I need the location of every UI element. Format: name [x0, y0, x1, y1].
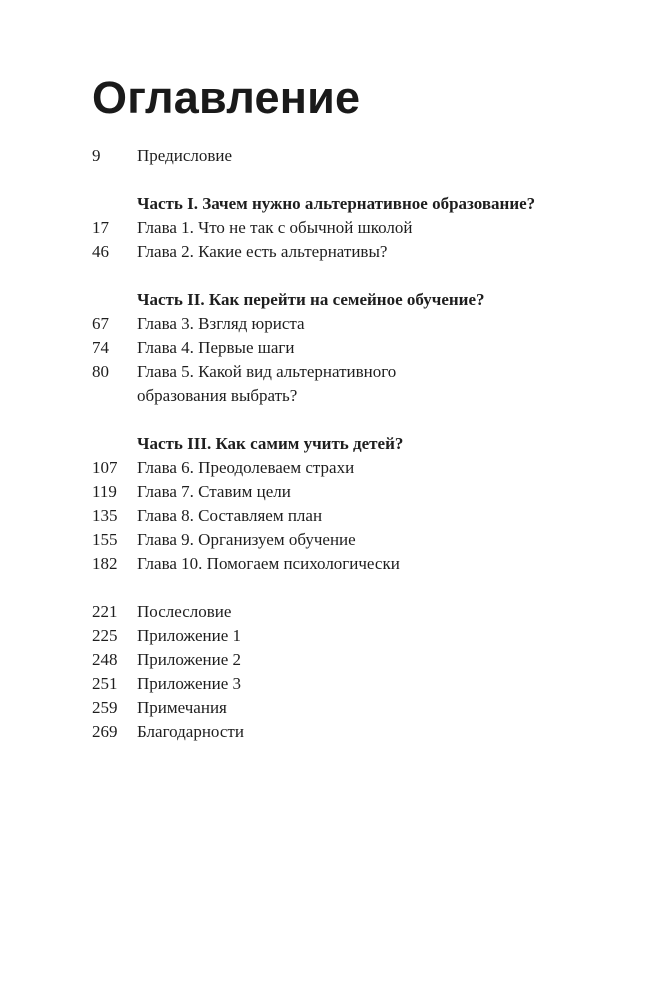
toc-label: Глава 9. Организуем обучение — [137, 530, 356, 549]
toc-label: Глава 2. Какие есть альтернативы? — [137, 242, 388, 261]
toc-entry — [0, 720, 659, 744]
toc-page-number: 251 — [92, 674, 118, 693]
toc-entry — [0, 480, 659, 504]
toc-entry — [0, 360, 659, 384]
toc-entry — [0, 624, 659, 648]
toc-entry — [0, 504, 659, 528]
toc-page-number: 225 — [92, 626, 118, 645]
toc-label: Глава 3. Взгляд юриста — [137, 314, 305, 333]
toc-page-number: 74 — [92, 338, 109, 357]
toc-part-heading-3 — [0, 432, 659, 456]
toc-page-number: 155 — [92, 530, 118, 549]
toc-label: Приложение 1 — [137, 626, 241, 645]
toc-label: Глава 8. Составляем план — [137, 506, 323, 525]
toc-label: Приложение 2 — [137, 650, 241, 669]
toc-label: Послесловие — [137, 602, 232, 621]
toc-label: Глава 7. Ставим цели — [137, 482, 291, 501]
toc-page-number: 46 — [92, 242, 109, 261]
toc-page-number: 259 — [92, 698, 118, 717]
toc-label: образования выбрать? — [137, 386, 298, 405]
toc-label: Глава 6. Преодолеваем страхи — [137, 458, 355, 477]
toc-entry — [0, 336, 659, 360]
toc-page-number: 182 — [92, 554, 118, 573]
toc-page-number: 248 — [92, 650, 118, 669]
toc-entry — [0, 240, 659, 264]
toc-part-heading-1 — [0, 192, 659, 216]
page-title: Оглавление — [92, 72, 361, 123]
toc-label: Глава 5. Какой вид альтернативного — [137, 362, 397, 381]
toc-page-number: 9 — [92, 146, 101, 165]
toc-entry — [0, 672, 659, 696]
toc-part-heading-2 — [0, 288, 659, 312]
toc-part-label: Часть I. Зачем нужно альтернативное образование? — [137, 194, 536, 213]
toc-entry-continuation — [0, 384, 659, 408]
toc-entry — [0, 312, 659, 336]
toc-page-number: 269 — [92, 722, 118, 741]
toc-label: Благодарности — [137, 722, 244, 741]
toc-entry — [0, 552, 659, 576]
toc-entry — [0, 456, 659, 480]
toc-label: Глава 1. Что не так с обычной школой — [137, 218, 413, 237]
toc-entry-preface — [0, 144, 659, 168]
toc-label: Предисловие — [137, 146, 233, 165]
toc-page-number: 67 — [92, 314, 109, 333]
toc-part-label: Часть III. Как самим учить детей? — [137, 434, 404, 453]
toc-label: Глава 10. Помогаем психологически — [137, 554, 400, 573]
toc-label: Примечания — [137, 698, 227, 717]
toc-page-number: 17 — [92, 218, 109, 237]
toc-entry — [0, 528, 659, 552]
toc-page-number: 119 — [92, 482, 117, 501]
toc-entry — [0, 648, 659, 672]
toc-page-number: 107 — [92, 458, 118, 477]
toc-page-number: 135 — [92, 506, 118, 525]
toc-label: Глава 4. Первые шаги — [137, 338, 295, 357]
toc-page-number: 221 — [92, 602, 118, 621]
toc-label: Приложение 3 — [137, 674, 241, 693]
toc-part-label: Часть II. Как перейти на семейное обучение? — [137, 290, 485, 309]
table-of-contents — [0, 144, 659, 744]
toc-entry — [0, 696, 659, 720]
toc-page-number: 80 — [92, 362, 109, 381]
toc-entry — [0, 216, 659, 240]
toc-entry-afterword — [0, 600, 659, 624]
